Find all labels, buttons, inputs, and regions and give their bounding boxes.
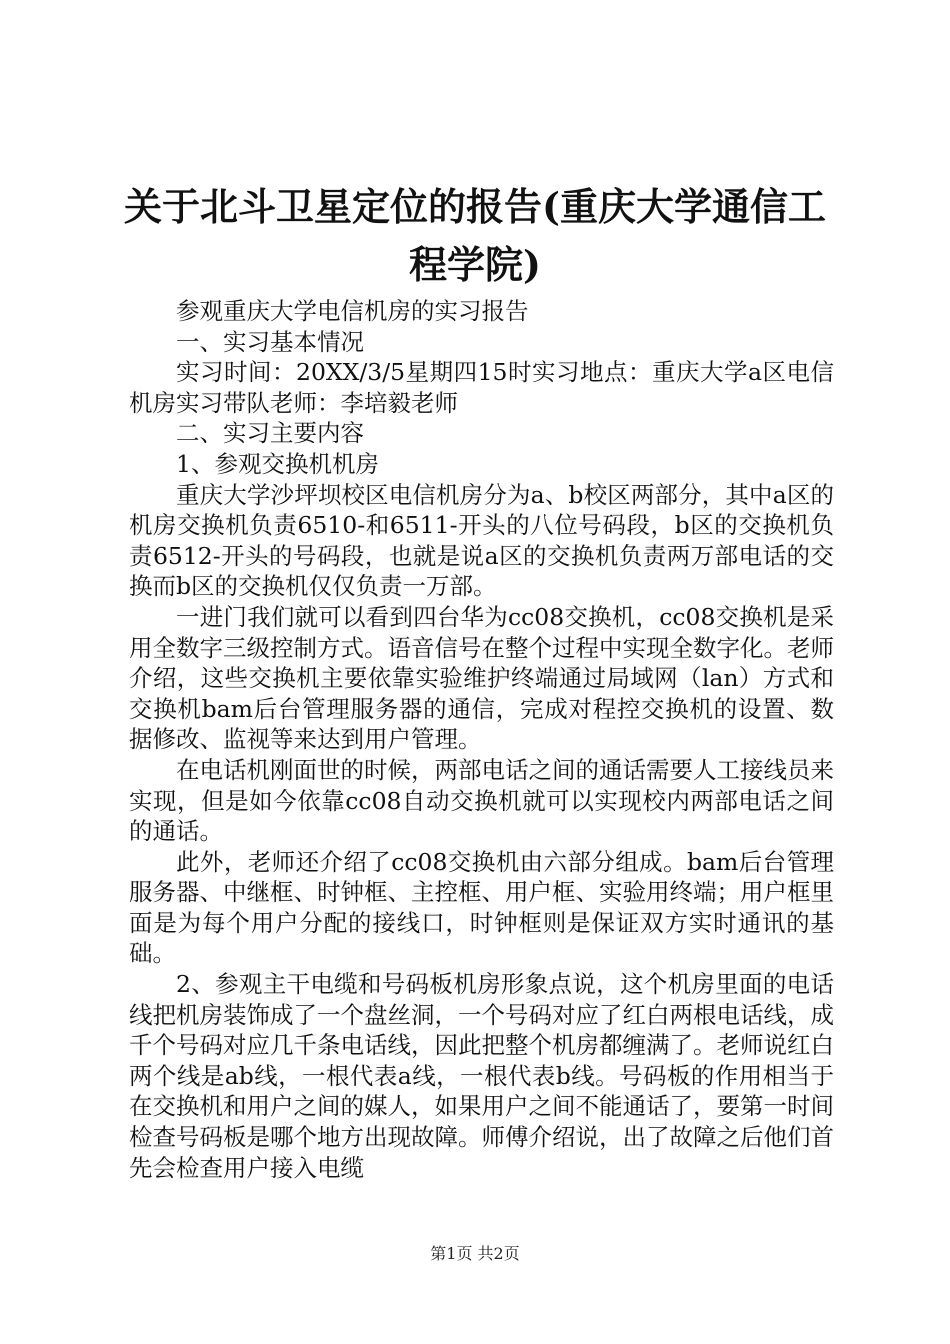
document-title: 关于北斗卫星定位的报告(重庆大学通信工程学院)	[124, 184, 826, 287]
section-heading-main-content: 二、实习主要内容	[176, 419, 364, 448]
section-heading-basic-info: 一、实习基本情况	[176, 327, 364, 356]
paragraph-internship-time: 实习时间：20XX/3/5星期四15时实习地点：重庆大学a区电信机房实习带队老师：李培毅老师	[129, 358, 834, 417]
document-body	[129, 296, 834, 1183]
paragraph-campus-rooms: 重庆大学沙坪坝校区电信机房分为a、b校区两部分，其中a区的机房交换机负责6510-和6511-开头的八位号码段，b区的交换机负责6512-开头的号码段，也就是说a区的交换机负责两万部电话的交换而b区的交换机仅仅负责一万部。	[129, 480, 834, 601]
paragraph-cc08-components: 此外，老师还介绍了cc08交换机由六部分组成。bam后台管理服务器、中继框、时钟框、主控框、用户框、实验用终端；用户框里面是为每个用户分配的接线口，时钟框则是保证双方实时通讯的基础。	[129, 847, 834, 968]
page-footer: 第1页 共2页	[430, 1244, 520, 1263]
subsection-heading-switch-room: 1、参观交换机机房	[176, 449, 379, 478]
paragraph-telephone-history: 在电话机刚面世的时候，两部电话之间的通话需要人工接线员来实现，但是如今依靠cc08自动交换机就可以实现校内两部电话之间的通话。	[129, 755, 834, 846]
paragraph-trunk-cable-room: 2、参观主干电缆和号码板机房形象点说，这个机房里面的电话线把机房装饰成了一个盘丝洞，一个号码对应了红白两根电话线，成千个号码对应几千条电话线，因此把整个机房都缠满了。老师说红白两个线是ab线，一根代表a线，一根代表b线。号码板的作用相当于在交换机和用户之间的媒人，如果用户之间不能通话了，要第一时间检查号码板是哪个地方出现故障。师傅介绍说，出了故障之后他们首先会检查用户接入电缆	[129, 970, 834, 1182]
paragraph-report-name: 参观重庆大学电信机房的实习报告	[176, 297, 529, 325]
paragraph-cc08-switches: 一进门我们就可以看到四台华为cc08交换机，cc08交换机是采用全数字三级控制方式。语音信号在整个过程中实现全数字化。老师介绍，这些交换机主要依靠实验维护终端通过局域网（lan）方式和交换机bam后台管理服务器的通信，完成对程控交换机的设置、数据修改、监视等来达到用户管理。	[129, 602, 834, 754]
